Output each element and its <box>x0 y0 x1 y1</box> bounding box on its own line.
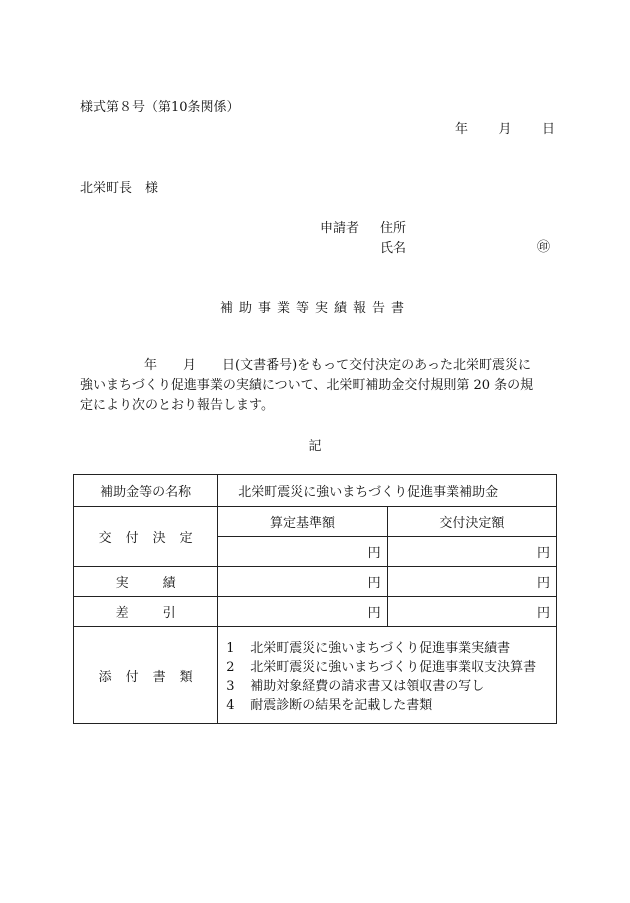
attachment-list <box>218 627 557 724</box>
kofu-label-cell: 交付決定 <box>74 507 218 567</box>
base-amount-header: 算定基準額 <box>218 507 387 537</box>
jisseki-base-yen: 円 <box>218 567 387 597</box>
kofu-base-yen: 円 <box>218 537 387 567</box>
body-line-1: 年 月 日(文書番号)をもって交付決定のあった北栄町震災に <box>144 358 532 373</box>
ki-heading: 記 <box>308 439 322 454</box>
sahiki-label-cell: 差引 <box>74 597 218 627</box>
date-month-label: 月 <box>498 122 512 137</box>
jisseki-decided-yen: 円 <box>387 567 556 597</box>
report-table <box>73 474 557 724</box>
body-text <box>80 356 554 416</box>
address-label: 住所 <box>380 221 407 236</box>
decided-amount-header: 交付決定額 <box>387 507 556 537</box>
sahiki-base-yen: 円 <box>218 597 387 627</box>
name-label: 氏名 <box>380 241 407 256</box>
kofu-decided-yen: 円 <box>387 537 556 567</box>
date-year-label: 年 <box>455 122 469 137</box>
applicant-label: 申請者 <box>320 221 360 236</box>
form-number: 様式第８号（第10条関係） <box>80 100 240 115</box>
body-line-3: 定により次のとおり報告します。 <box>80 398 274 413</box>
date-day-label: 日 <box>541 122 555 137</box>
attachment-item: 3 補助対象経費の請求書又は領収書の写し <box>226 679 485 694</box>
date-line <box>455 118 555 137</box>
body-line-2: 強いまちづくり促進事業の実績について、北栄町補助金交付規則第 20 条の規 <box>80 378 534 393</box>
addressee: 北栄町長 様 <box>80 181 159 196</box>
document-title: 補助事業等実績報告書 <box>219 301 410 316</box>
attachment-item: 2 北栄町震災に強いまちづくり促進事業収支決算書 <box>226 660 537 675</box>
name-value-cell: 北栄町震災に強いまちづくり促進事業補助金 <box>218 475 557 507</box>
seal-mark: ㊞ <box>537 240 551 255</box>
attach-label-cell: 添付書類 <box>74 627 218 724</box>
jisseki-label-cell: 実績 <box>74 567 218 597</box>
attachment-item: 1 北栄町震災に強いまちづくり促進事業実績書 <box>226 641 511 656</box>
attachment-item: 4 耐震診断の結果を記載した書類 <box>226 698 433 713</box>
sahiki-decided-yen: 円 <box>387 597 556 627</box>
name-label-cell: 補助金等の名称 <box>74 475 218 507</box>
